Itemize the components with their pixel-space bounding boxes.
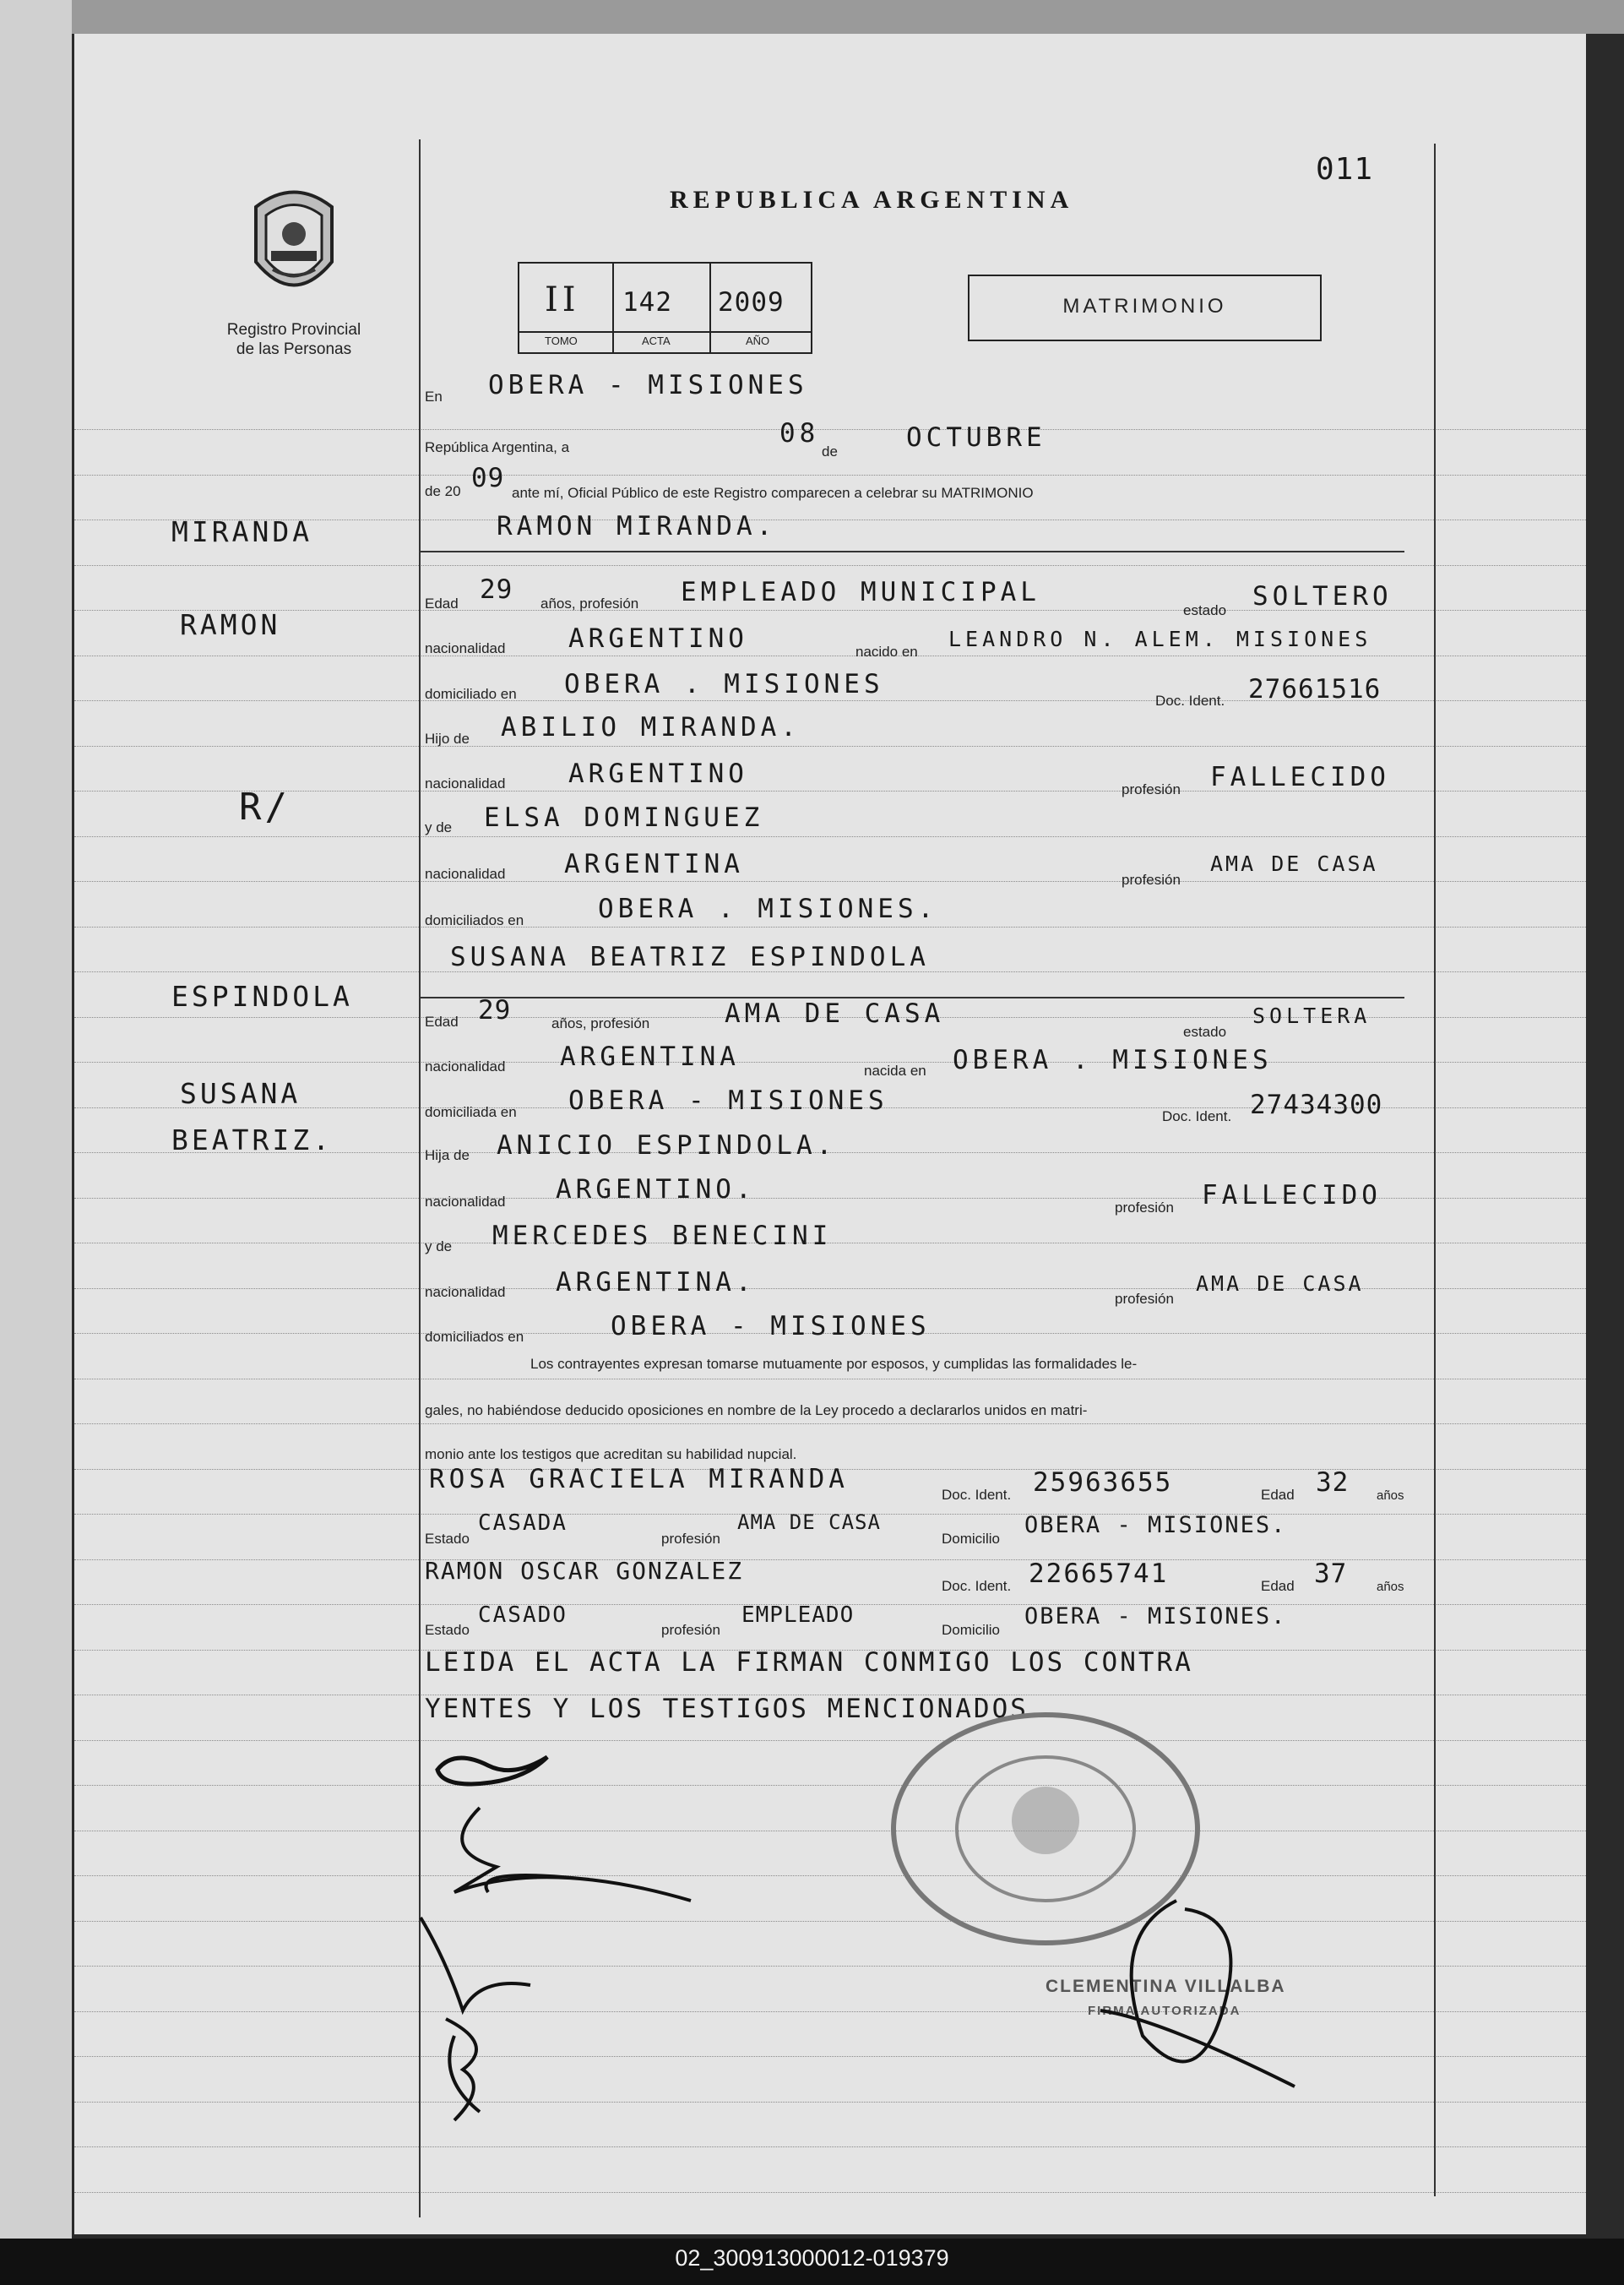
- record-type: MATRIMONIO: [1062, 295, 1227, 318]
- record-reference-box: [518, 262, 812, 354]
- witness2-prof-label: profesión: [661, 1622, 720, 1638]
- groom-signature: [421, 1732, 606, 1808]
- witness2-edad-label: Edad: [1261, 1578, 1295, 1594]
- groom-nacido-label: nacido en: [855, 644, 918, 660]
- year-prefix: de 20: [425, 483, 461, 499]
- bride-estado-label: estado: [1183, 1024, 1227, 1040]
- republica-label: República Argentina, a: [425, 439, 570, 455]
- groom-madre-prof: AMA DE CASA: [1210, 851, 1378, 876]
- bride-madre-nac: ARGENTINA.: [556, 1267, 756, 1298]
- right-border-line: [1434, 144, 1436, 2196]
- bride-estado: SOLTERA: [1252, 1004, 1371, 1028]
- margin-groom-surname: MIRANDA: [171, 515, 313, 548]
- groom-edad-label: Edad: [425, 596, 459, 612]
- ano-value: 2009: [718, 287, 785, 318]
- groom-section-rule: [421, 551, 1404, 552]
- groom-doc-label: Doc. Ident.: [1155, 693, 1225, 709]
- margin-bride-name-2: BEATRIZ.: [171, 1123, 333, 1156]
- ruled-line: [74, 1423, 1586, 1424]
- groom-doc: 27661516: [1248, 674, 1382, 705]
- bride-y-de-label: y de: [425, 1238, 453, 1254]
- bride-hija-label: Hija de: [425, 1147, 470, 1163]
- witness1-edad: 32: [1316, 1467, 1350, 1498]
- groom-padre-nac-label: nacionalidad: [425, 775, 506, 792]
- bride-nacida-en: OBERA . MISIONES: [953, 1045, 1273, 1075]
- country-title: REPUBLICA ARGENTINA: [670, 186, 1074, 214]
- bride-prof-label: años, profesión: [551, 1015, 650, 1031]
- bride-madre: MERCEDES BENECINI: [492, 1221, 833, 1251]
- bride-nacionalidad: ARGENTINA: [560, 1042, 740, 1072]
- groom-nacido-en: LEANDRO N. ALEM. MISIONES: [948, 627, 1372, 651]
- bride-madre-prof: AMA DE CASA: [1196, 1271, 1364, 1296]
- ruled-line: [74, 565, 1586, 566]
- ruled-line: [74, 429, 1586, 430]
- witness2-estado-label: Estado: [425, 1622, 470, 1638]
- closing-line-2: YENTES Y LOS TESTIGOS MENCIONADOS.: [425, 1694, 1047, 1724]
- witness1-dom-label: Domicilio: [942, 1531, 1000, 1547]
- witness1-estado: CASADA: [478, 1510, 568, 1536]
- ruled-line: [74, 2056, 1586, 2057]
- place-value: OBERA - MISIONES: [488, 370, 808, 400]
- declaration-line-1: Los contrayentes expresan tomarse mutuamente por esposos, y cumplidas las formalidades le-: [530, 1356, 1138, 1372]
- groom-padre-prof-label: profesión: [1122, 781, 1181, 797]
- bride-padres-dom-label: domiciliados en: [425, 1329, 524, 1345]
- margin-bride-surname: ESPINDOLA: [171, 980, 353, 1013]
- bride-dom-label: domiciliada en: [425, 1104, 517, 1120]
- groom-domicilio: OBERA . MISIONES: [564, 669, 884, 699]
- ruled-line: [74, 927, 1586, 928]
- witness1-doc-label: Doc. Ident.: [942, 1487, 1012, 1503]
- bride-padre-prof: FALLECIDO: [1202, 1180, 1382, 1211]
- page-number: 011: [1316, 152, 1374, 187]
- ruled-line: [74, 1740, 1586, 1741]
- bride-signature: [421, 1799, 725, 1918]
- declaration-line-3: monio ante los testigos que acreditan su habilidad nupcial.: [425, 1446, 797, 1462]
- groom-edad: 29: [480, 574, 513, 605]
- day-value: 08: [779, 418, 820, 449]
- ruled-line: [74, 475, 1586, 476]
- groom-nacionalidad: ARGENTINO: [568, 623, 748, 654]
- registry-title: Registro Provincial: [226, 321, 361, 339]
- ruled-line: [74, 1966, 1586, 1967]
- witness1-doc: 25963655: [1033, 1467, 1173, 1498]
- official-name: CLEMENTINA VILLALBA: [1046, 1977, 1286, 1996]
- ruled-line: [74, 1559, 1586, 1560]
- groom-padre-prof: FALLECIDO: [1210, 762, 1390, 792]
- bride-doc: 27434300: [1250, 1090, 1383, 1120]
- margin-groom-name: RAMON: [180, 608, 281, 641]
- bride-padre-nac: ARGENTINO.: [556, 1174, 756, 1205]
- groom-padre: ABILIO MIRANDA.: [501, 712, 801, 743]
- official-signature: [1075, 1884, 1320, 2095]
- witness2-dom-label: Domicilio: [942, 1622, 1000, 1638]
- ruled-line: [74, 746, 1586, 747]
- bride-padre-nac-label: nacionalidad: [425, 1194, 506, 1210]
- bride-doc-label: Doc. Ident.: [1162, 1108, 1232, 1124]
- groom-madre-nac: ARGENTINA: [564, 849, 744, 879]
- ruled-line: [74, 1785, 1586, 1786]
- witness1-estado-label: Estado: [425, 1531, 470, 1547]
- witness1-edad-label: Edad: [1261, 1487, 1295, 1503]
- ruled-line: [74, 1875, 1586, 1876]
- closing-line-1: LEIDA EL ACTA LA FIRMAN CONMIGO LOS CONTRA: [425, 1647, 1193, 1678]
- groom-madre: ELSA DOMINGUEZ: [484, 802, 764, 833]
- groom-madre-prof-label: profesión: [1122, 872, 1181, 888]
- witness1-prof-label: profesión: [661, 1531, 720, 1547]
- register-page: [74, 34, 1586, 2234]
- witness-signatures: [412, 1909, 598, 2129]
- facing-page-edge: [0, 0, 72, 2239]
- bride-full-name: SUSANA BEATRIZ ESPINDOLA: [450, 942, 930, 972]
- ruled-line: [74, 1921, 1586, 1922]
- ruled-line: [74, 2102, 1586, 2103]
- witness2-edad: 37: [1314, 1559, 1348, 1589]
- bride-nac-label: nacionalidad: [425, 1058, 506, 1074]
- witness1-profesion: AMA DE CASA: [737, 1510, 881, 1534]
- groom-hijo-label: Hijo de: [425, 731, 470, 747]
- witness1-anos-label: años: [1377, 1488, 1404, 1503]
- bride-padres-dom: OBERA - MISIONES: [611, 1311, 931, 1341]
- groom-madre-nac-label: nacionalidad: [425, 866, 506, 882]
- bride-nacida-label: nacida en: [864, 1063, 926, 1079]
- bride-madre-nac-label: nacionalidad: [425, 1284, 506, 1300]
- witness2-name: RAMON OSCAR GONZALEZ: [425, 1557, 744, 1585]
- bride-madre-prof-label: profesión: [1115, 1291, 1174, 1307]
- acta-label: ACTA: [642, 335, 671, 347]
- scan-top-strip: [0, 0, 1624, 34]
- groom-prof-label: años, profesión: [540, 596, 639, 612]
- witness2-anos-label: años: [1377, 1580, 1404, 1594]
- official-role: FIRMA AUTORIZADA: [1088, 2004, 1241, 2018]
- record-type-box: [968, 275, 1322, 341]
- witness2-doc: 22665741: [1029, 1559, 1169, 1589]
- groom-profesion: EMPLEADO MUNICIPAL: [681, 577, 1040, 607]
- groom-dom-label: domiciliado en: [425, 686, 517, 702]
- tomo-label: TOMO: [545, 335, 578, 347]
- registry-subtitle: de las Personas: [236, 340, 352, 358]
- ruled-line: [74, 2146, 1586, 2147]
- bride-domicilio: OBERA - MISIONES: [568, 1085, 888, 1116]
- witness2-doc-label: Doc. Ident.: [942, 1578, 1012, 1594]
- groom-estado: SOLTERO: [1252, 581, 1393, 612]
- province-shield-logo: [239, 182, 349, 308]
- ruled-line: [74, 2192, 1586, 2193]
- bride-profesion: AMA DE CASA: [725, 998, 945, 1029]
- groom-y-de-label: y de: [425, 819, 453, 835]
- witness1-domicilio: OBERA - MISIONES.: [1024, 1512, 1287, 1538]
- groom-nac-label: nacionalidad: [425, 640, 506, 656]
- tomo-value: II: [545, 280, 580, 319]
- margin-bride-name-1: SUSANA: [180, 1077, 301, 1110]
- groom-padre-nac: ARGENTINO: [568, 759, 748, 789]
- groom-estado-label: estado: [1183, 602, 1227, 618]
- bride-edad: 29: [478, 995, 512, 1026]
- month-value: OCTUBRE: [906, 422, 1046, 453]
- statement-text: ante mí, Oficial Público de este Registro comparecen a celebrar su MATRIMONIO: [512, 485, 1034, 501]
- file-id: 02_300913000012-019379: [675, 2245, 949, 2271]
- witness1-name: ROSA GRACIELA MIRANDA: [429, 1464, 849, 1494]
- year-suffix: 09: [471, 463, 505, 493]
- witness2-domicilio: OBERA - MISIONES.: [1024, 1603, 1287, 1629]
- ruled-line: [74, 1062, 1586, 1063]
- groom-padres-dom-label: domiciliados en: [425, 912, 524, 928]
- margin-mark: R/: [239, 786, 291, 829]
- bride-padre-prof-label: profesión: [1115, 1200, 1174, 1216]
- ruled-line: [74, 881, 1586, 882]
- acta-value: 142: [622, 287, 672, 318]
- witness2-profesion: EMPLEADO: [741, 1602, 855, 1628]
- en-label: En: [425, 389, 443, 405]
- ruled-line: [74, 2011, 1586, 2012]
- ruled-line: [74, 836, 1586, 837]
- de-label: de: [822, 443, 838, 460]
- ano-label: AÑO: [746, 335, 770, 347]
- groom-full-name: RAMON MIRANDA.: [497, 511, 777, 541]
- groom-padres-dom: OBERA . MISIONES.: [598, 894, 938, 924]
- witness2-estado: CASADO: [478, 1602, 568, 1628]
- bride-padre: ANICIO ESPINDOLA.: [497, 1130, 837, 1161]
- declaration-line-2: gales, no habiéndose deducido oposiciones en nombre de la Ley procedo a declararlos unidos en matri-: [425, 1402, 1088, 1418]
- bride-edad-label: Edad: [425, 1014, 459, 1030]
